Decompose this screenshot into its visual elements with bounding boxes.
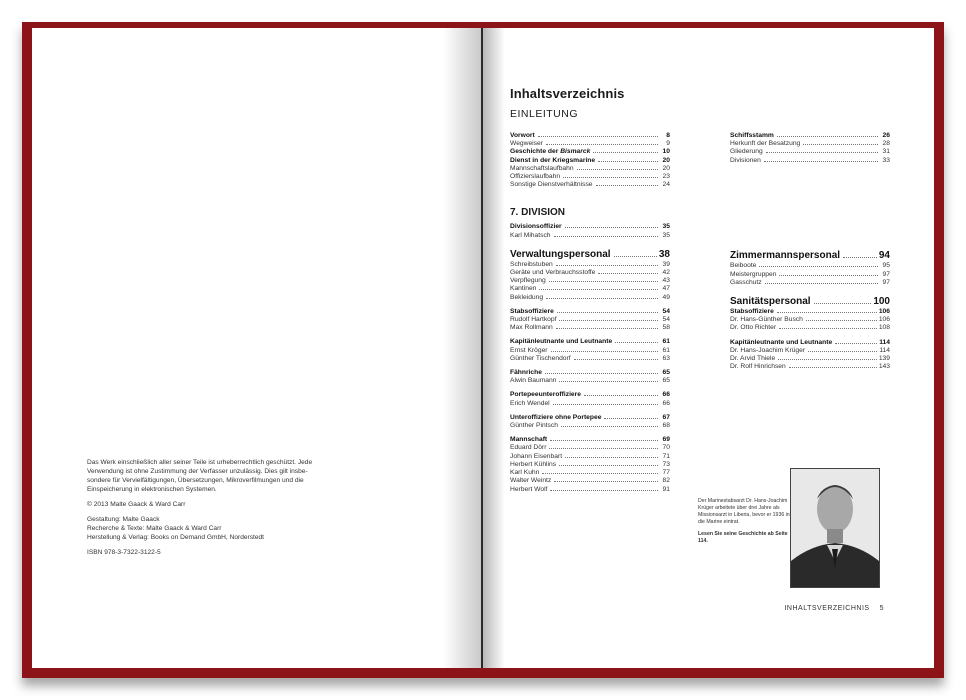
footer-label: INHALTSVERZEICHNIS (784, 605, 870, 612)
toc-entry (510, 486, 670, 494)
toc-entry (510, 355, 670, 363)
toc-entry-page: 73 (662, 460, 670, 468)
toc-entry (510, 316, 670, 324)
toc-entry-label: Kantinen (510, 285, 537, 293)
toc-entry-label: Mannschaftslaufbahn (510, 164, 574, 172)
toc-entry-page: 66 (662, 391, 670, 399)
toc-entry (510, 461, 670, 469)
toc-entry (510, 294, 670, 302)
section-division (510, 223, 890, 493)
toc-entry-label: Stabsoffiziere (730, 308, 774, 316)
toc-entry-label: Eduard Dörr (510, 444, 547, 452)
research-credit: Recherche & Texte: Malte Gaack & Ward Carr (87, 525, 222, 532)
toc-entry-page: 68 (662, 422, 670, 430)
toc-entry-page: 91 (662, 485, 670, 493)
toc-entry-label: Erich Wendel (510, 399, 550, 407)
toc-entry (510, 477, 670, 485)
design-credit: Gestaltung: Malte Gaack (87, 516, 160, 523)
toc-column-right (730, 223, 890, 493)
page-number: 5 (879, 605, 884, 612)
toc-entry-label: Dienst in der Kriegsmarine (510, 156, 596, 164)
toc-entry-label: Divisionen (730, 156, 761, 164)
toc-entry-page: 49 (662, 293, 670, 301)
leader-dots (549, 448, 658, 449)
toc-entry-label: Schreibstuben (510, 260, 553, 268)
toc-entry (510, 148, 670, 156)
toc-entry-page: 65 (662, 369, 670, 377)
toc-entry-page: 63 (662, 354, 670, 362)
toc-entry-page: 26 (882, 132, 890, 139)
leader-dots (808, 351, 877, 352)
toc-title: Inhaltsverzeichnis (510, 86, 625, 101)
toc-entry-label: Zimmermannspersonal (730, 250, 841, 262)
toc-entry (510, 469, 670, 477)
toc-entry (730, 347, 890, 355)
leader-dots (556, 265, 658, 266)
toc-entry-label: Karl Mihatsch (510, 231, 551, 239)
toc-entry (510, 369, 670, 377)
toc-entry-page: 95 (882, 262, 890, 270)
toc-entry-label: Alwin Baumann (510, 377, 557, 385)
toc-entry-label: Max Rollmann (510, 324, 553, 332)
toc-entry (510, 285, 670, 293)
credits (87, 515, 362, 542)
leader-dots (765, 283, 878, 284)
toc-entry-label: Sanitätspersonal (730, 296, 811, 308)
leader-dots (615, 342, 658, 343)
toc-entry (510, 248, 670, 261)
toc-entry-page: 33 (882, 156, 890, 164)
toc-entry-page: 28 (882, 140, 890, 148)
toc-entry-label: Wegweiser (510, 140, 543, 148)
leader-dots (546, 144, 658, 145)
toc-entry-label: Beiboote (730, 262, 757, 270)
toc-entry (510, 391, 670, 399)
leader-dots (577, 169, 658, 170)
toc-entry-label: Günther Pintsch (510, 422, 558, 430)
toc-entry-label: Vorwort (510, 132, 535, 139)
toc-column-left (510, 223, 670, 493)
leader-dots (584, 395, 658, 396)
leader-dots (565, 227, 658, 228)
toc-entry (730, 271, 890, 279)
portrait-photo (790, 468, 880, 588)
toc-entry (510, 308, 670, 316)
toc-entry-page: 70 (662, 444, 670, 452)
leader-dots (554, 481, 658, 482)
toc-entry-label: Divisionsoffizier (510, 223, 562, 231)
leader-dots (553, 404, 658, 405)
toc-entry-label: Schiffsstamm (730, 132, 774, 139)
toc-entry (510, 453, 670, 461)
toc-entry-label: Herkunft der Besatzung (730, 140, 801, 148)
toc-entry-page: 139 (878, 355, 890, 363)
toc-entry (730, 339, 890, 347)
toc-entry-label: Geräte und Verbrauchsstoffe (510, 269, 596, 277)
toc-entry-label: Portepeeunteroffiziere (510, 391, 581, 399)
toc-entry-page: 71 (662, 452, 670, 460)
toc-entry-page: 10 (662, 148, 670, 156)
toc-entry-page: 38 (658, 248, 670, 260)
leader-dots (554, 236, 658, 237)
toc-column-left (510, 132, 670, 189)
toc-entry-label: Stabsoffiziere (510, 307, 554, 315)
toc-entry-label: Günther Tischendorf (510, 354, 571, 362)
toc-entry-page: 20 (662, 156, 670, 164)
toc-entry-page: 24 (662, 181, 670, 189)
leader-dots (593, 152, 658, 153)
leader-dots (538, 136, 658, 137)
toc-entry-label: Walter Weintz (510, 477, 552, 485)
toc-entry-page: 114 (879, 338, 890, 346)
toc-entry (510, 232, 670, 240)
publisher-credit: Herstellung & Verlag: Books on Demand GmbH, Norderstedt (87, 534, 265, 541)
toc-entry-page: 82 (662, 477, 670, 485)
toc-entry (730, 316, 890, 324)
toc-entry-page: 106 (878, 316, 890, 324)
toc-entry-label: Gasschutz (730, 278, 762, 286)
leader-dots (814, 303, 872, 304)
toc-entry (730, 279, 890, 287)
section-einleitung (510, 132, 890, 189)
toc-entry-page: 8 (666, 132, 670, 139)
toc-entry-page: 61 (662, 346, 670, 354)
leader-dots (565, 457, 658, 458)
toc-entry-page: 66 (662, 399, 670, 407)
toc-entry-page: 61 (662, 338, 670, 346)
toc-entry-label: Verpflegung (510, 277, 546, 285)
toc-entry-label: Dr. Hans-Günther Busch (730, 316, 803, 324)
toc-entry (510, 269, 670, 277)
leader-dots (551, 351, 658, 352)
photo-caption (698, 498, 790, 550)
toc-entry-label: Bekleidung (510, 293, 544, 301)
toc-entry-label: Dr. Rolf Hinrichsen (730, 363, 786, 371)
toc-entry-page: 42 (662, 269, 670, 277)
book-spread (22, 22, 944, 678)
leader-dots (550, 490, 658, 491)
toc-entry-label: Herbert Wolf (510, 485, 548, 493)
toc-entry-label: Geschichte der Bismarck (510, 148, 591, 156)
leader-dots (557, 312, 658, 313)
toc-entry-page: 39 (662, 260, 670, 268)
toc-entry (730, 262, 890, 270)
section-heading-division: 7. DIVISION (510, 207, 566, 219)
table-of-contents (510, 86, 890, 494)
leader-dots (803, 144, 878, 145)
toc-entry (510, 181, 670, 189)
toc-entry-label: Gliederung (730, 148, 763, 156)
toc-entry (510, 140, 670, 148)
leader-dots (806, 320, 877, 321)
toc-entry-page: 35 (662, 231, 670, 239)
toc-entry-page: 69 (662, 436, 670, 444)
toc-entry-label: Herbert Kühlins (510, 460, 557, 468)
toc-entry (730, 308, 890, 316)
toc-entry (730, 140, 890, 148)
toc-entry (510, 165, 670, 173)
toc-entry (730, 363, 890, 371)
toc-entry (730, 157, 890, 165)
copyright-notice: Das Werk einschließlich aller seiner Teile ist urheberrechtlich geschützt. Jede Verwendung ist ohne Zustimmung der Verfasser unzulässig. Dies gilt insbe- sondere für Vervielfältigungen, Übersetzungen, Mikroverfilmungen und die Einspeicherung in elektronischen Systemen. (87, 459, 313, 493)
leader-dots (835, 343, 877, 344)
toc-entry-page: 106 (878, 308, 890, 316)
leader-dots (777, 312, 877, 313)
leader-dots (764, 161, 878, 162)
toc-entry (510, 422, 670, 430)
leader-dots (598, 161, 658, 162)
leader-dots (614, 256, 657, 257)
leader-dots (545, 373, 658, 374)
leader-dots (604, 418, 658, 419)
toc-entry (730, 295, 890, 308)
toc-entry (510, 436, 670, 444)
toc-entry-label: Kapitänleutnante und Leutnante (510, 338, 613, 346)
toc-entry-page: 43 (662, 277, 670, 285)
toc-entry-label: Fähnriche (510, 369, 542, 377)
leader-dots (598, 273, 658, 274)
left-page (32, 28, 483, 668)
toc-entry-label: Karl Kuhn (510, 469, 540, 477)
toc-entry-label: Kapitänleutnante und Leutnante (730, 338, 833, 346)
copyright-line: © 2013 Malte Gaack & Ward Carr (87, 501, 186, 508)
toc-entry-label: Offizierslaufbahn (510, 173, 561, 181)
toc-entry-page: 58 (662, 324, 670, 332)
section-heading-einleitung: EINLEITUNG (510, 108, 579, 120)
leader-dots (556, 328, 658, 329)
toc-entry-page: 54 (662, 307, 670, 315)
page-footer (784, 605, 884, 612)
toc-entry-label: Mannschaft (510, 436, 548, 444)
gutter-shadow (483, 28, 505, 668)
leader-dots (789, 367, 877, 368)
leader-dots (766, 152, 878, 153)
toc-entry-page: 9 (666, 140, 670, 148)
toc-entry (510, 377, 670, 385)
toc-entry-page: 35 (662, 223, 670, 231)
toc-entry-label: Verwaltungspersonal (510, 248, 611, 260)
toc-entry-label: Sonstige Dienstverhältnisse (510, 181, 593, 189)
leader-dots (779, 328, 877, 329)
toc-entry-page: 108 (878, 324, 890, 332)
leader-dots (563, 177, 658, 178)
toc-entry-label: Johann Eisenbart (510, 452, 563, 460)
toc-entry-page: 114 (879, 346, 890, 354)
portrait-image (791, 469, 879, 587)
toc-entry-label: Dr. Hans-Joachim Krüger (730, 346, 806, 354)
toc-entry-page: 77 (662, 469, 670, 477)
toc-entry-page: 97 (882, 278, 890, 286)
toc-entry (730, 355, 890, 363)
toc-entry-page: 65 (662, 377, 670, 385)
toc-entry (510, 173, 670, 181)
toc-entry (510, 277, 670, 285)
leader-dots (596, 185, 658, 186)
leader-dots (561, 426, 658, 427)
toc-entry (510, 132, 670, 140)
toc-entry-page: 94 (878, 250, 890, 262)
toc-entry (510, 261, 670, 269)
toc-entry (510, 324, 670, 332)
toc-entry-page: 67 (662, 413, 670, 421)
leader-dots (778, 359, 877, 360)
toc-entry (510, 338, 670, 346)
toc-entry (510, 444, 670, 452)
toc-entry-page: 54 (662, 316, 670, 324)
leader-dots (549, 281, 658, 282)
toc-entry-page: 100 (873, 296, 890, 308)
leader-dots (759, 266, 878, 267)
leader-dots (777, 136, 878, 137)
toc-entry-label: Meistergruppen (730, 270, 777, 278)
leader-dots (559, 465, 658, 466)
caption-reference: Lesen Sie seine Geschichte ab Seite 114. (698, 531, 788, 544)
leader-dots (550, 440, 658, 441)
leader-dots (559, 320, 658, 321)
toc-entry-page: 31 (882, 148, 890, 156)
toc-entry (730, 249, 890, 262)
leader-dots (546, 298, 658, 299)
toc-entry (730, 132, 890, 140)
toc-entry (510, 400, 670, 408)
toc-column-right (730, 132, 890, 189)
leader-dots (559, 381, 658, 382)
toc-entry-label: Rudolf Hartkopf (510, 316, 557, 324)
gutter-shadow (443, 28, 483, 668)
leader-dots (779, 275, 878, 276)
leader-dots (542, 473, 658, 474)
toc-entry (510, 157, 670, 165)
isbn: ISBN 978-3-7322-3122-5 (87, 549, 161, 556)
toc-entry (510, 347, 670, 355)
leader-dots (843, 257, 877, 258)
toc-entry-label: Ernst Kröger (510, 346, 548, 354)
toc-entry (730, 148, 890, 156)
toc-entry-page: 143 (878, 363, 890, 371)
toc-entry (510, 223, 670, 231)
toc-entry-label: Unteroffiziere ohne Portepee (510, 413, 602, 421)
toc-entry-page: 47 (662, 285, 670, 293)
leader-dots (539, 289, 658, 290)
toc-entry-page: 97 (882, 270, 890, 278)
toc-entry (510, 414, 670, 422)
toc-entry-page: 20 (662, 164, 670, 172)
leader-dots (574, 359, 658, 360)
right-page (483, 28, 934, 668)
toc-entry (730, 324, 890, 332)
toc-entry-label: Dr. Otto Richter (730, 324, 777, 332)
caption-text: Der Marinestabsarzt Dr. Hans-Joachim Krüger arbeitete über drei Jahre als Missionsarzt in Liberia, bevor er 1936 in die Marine eintrat. (698, 498, 790, 525)
toc-entry-page: 23 (662, 173, 670, 181)
toc-entry-label: Dr. Arvid Thiele (730, 355, 776, 363)
impressum (87, 458, 362, 563)
